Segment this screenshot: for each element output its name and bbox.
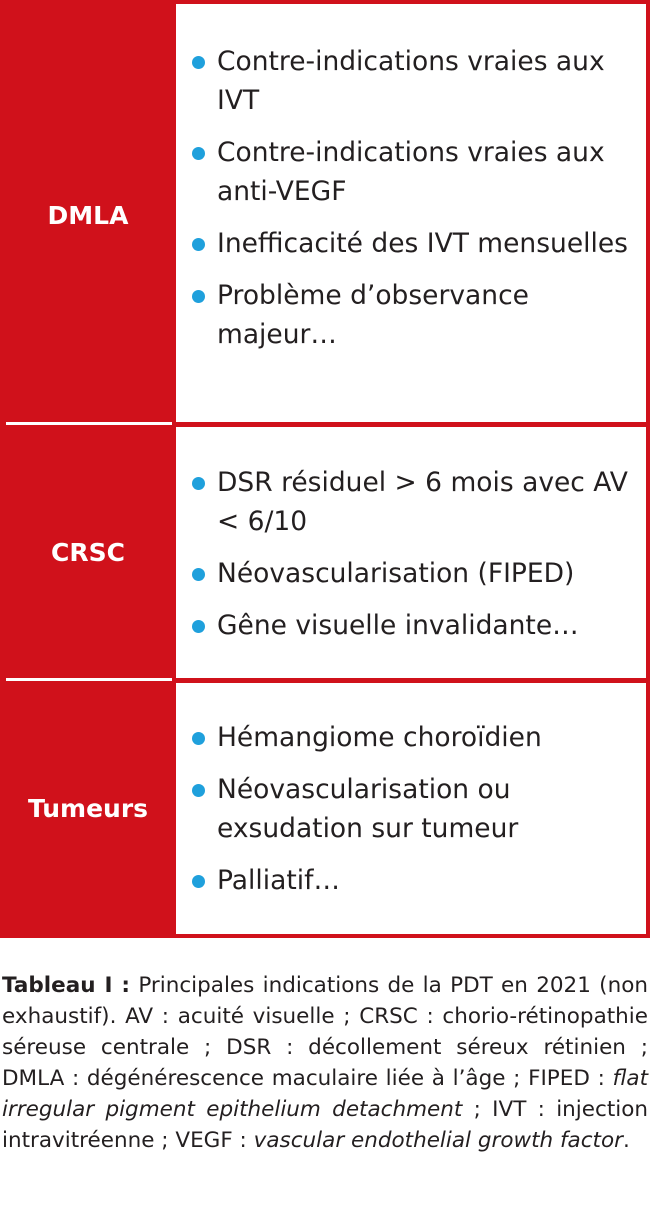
caption-label: Tableau I :	[2, 973, 131, 998]
list-item: Inefficacité des IVT mensuelles	[192, 224, 642, 263]
bullet-icon	[192, 784, 205, 797]
bullet-icon	[192, 620, 205, 633]
caption-text: .	[622, 1128, 630, 1153]
bullet-icon	[192, 56, 205, 69]
caption-italic-term: flat irregular pigment epithelium detachment	[2, 1066, 648, 1122]
table-caption	[2, 970, 648, 1156]
row-divider	[6, 678, 172, 681]
caption-italic-term: vascular endothelial growth factor	[253, 1128, 623, 1153]
bullet-icon	[192, 732, 205, 745]
row-label-dmla: DMLA	[47, 201, 129, 230]
row-cell-dmla	[176, 4, 646, 422]
row-cell-crsc	[176, 427, 646, 678]
row-label-crsc: CRSC	[51, 538, 125, 567]
bullet-icon	[192, 147, 205, 160]
list-item: Palliatif…	[192, 861, 642, 900]
list-item: Néovascularisation (FIPED)	[192, 554, 642, 593]
row-divider	[6, 422, 172, 425]
list-item: Gêne visuelle invalidante…	[192, 606, 642, 645]
list-item: Contre-indications vraies aux IVT	[192, 42, 642, 120]
bullet-icon	[192, 477, 205, 490]
caption-text: Principales indications de la PDT en 2021 (non exhaustif). AV : acuité visuelle ; CRSC : chorio-rétinopathie séreuse centrale ; DSR : décollement séreux rétinien ; DMLA : dégénérescence maculaire liée à l’âge ; FIPED :	[2, 973, 648, 1091]
row-label-tumeurs: Tumeurs	[27, 794, 149, 823]
bullet-icon	[192, 568, 205, 581]
bullet-icon	[192, 875, 205, 888]
list-item: Contre-indications vraies aux anti-VEGF	[192, 133, 642, 211]
bullet-icon	[192, 290, 205, 303]
list-item: Hémangiome choroïdien	[192, 718, 642, 757]
list-item: DSR résiduel > 6 mois avec AV < 6/10	[192, 463, 642, 541]
list-item: Problème d’observance majeur…	[192, 276, 642, 354]
row-cell-tumeurs	[176, 683, 646, 934]
caption-text: ; IVT : injection intravitréenne ; VEGF :	[2, 1097, 649, 1153]
bullet-icon	[192, 238, 205, 251]
list-item: Néovascularisation ou exsudation sur tumeur	[192, 770, 642, 848]
